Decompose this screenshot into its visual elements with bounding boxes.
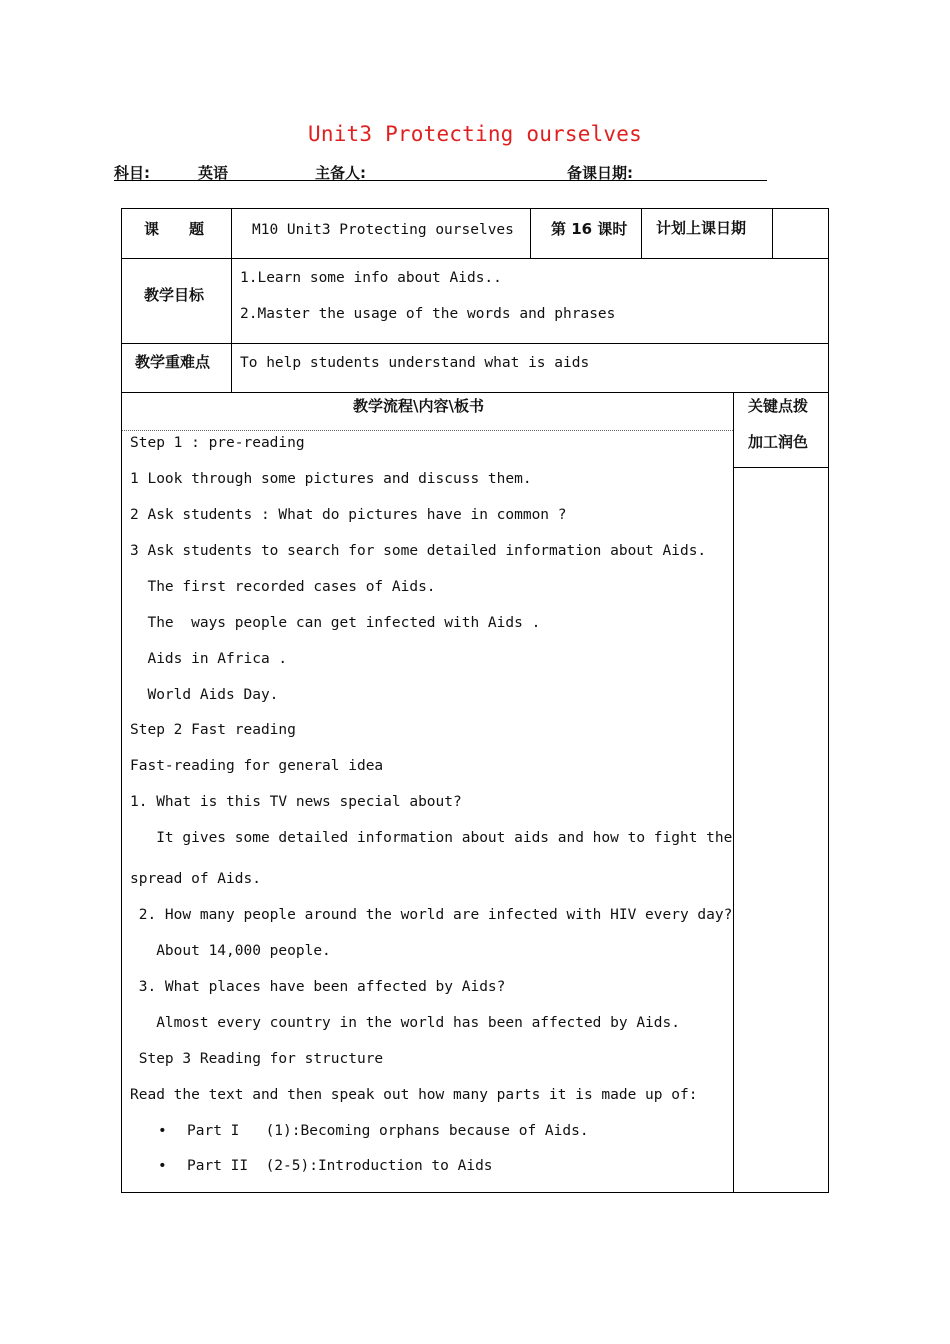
process-line: 2 Ask students : What do pictures have in common ?: [130, 507, 567, 523]
process-line: 3. What places have been affected by Aids?: [130, 979, 506, 995]
process-line: 2. How many people around the world are infected with HIV every day?: [130, 907, 733, 923]
process-line: Almost every country in the world has been affected by Aids.: [130, 1015, 680, 1031]
subject-label: 科目:: [114, 164, 150, 182]
bullet-item: Part I (1):Becoming orphans because of Aids.: [187, 1123, 589, 1139]
page-title: Unit3 Protecting ourselves: [308, 122, 642, 146]
process-line: Step 3 Reading for structure: [130, 1051, 384, 1067]
process-line: Step 1 : pre-reading: [130, 435, 305, 451]
objectives-label: 教学目标: [144, 286, 205, 304]
meta-underline: [114, 180, 767, 181]
plan-date-label: 计划上课日期: [656, 219, 747, 237]
topic-label: 课 题: [144, 220, 205, 238]
process-line: The first recorded cases of Aids.: [130, 579, 436, 595]
process-header: 教学流程\内容\板书: [353, 397, 484, 415]
process-line: Fast-reading for general idea: [130, 758, 384, 774]
process-line: 1 Look through some pictures and discuss them.: [130, 471, 532, 487]
key-points-label: 教学重难点: [135, 353, 211, 371]
bullet-icon: •: [158, 1123, 167, 1139]
process-line: 1. What is this TV news special about?: [130, 794, 462, 810]
process-line: About 14,000 people.: [130, 943, 331, 959]
process-line: 3 Ask students to search for some detailed information about Aids.: [130, 543, 707, 559]
side-header-key: 关键点拨: [748, 397, 809, 415]
objective-item: 2.Master the usage of the words and phrases: [240, 306, 616, 322]
bullet-item: Part II (2-5):Introduction to Aids: [187, 1158, 493, 1174]
process-line: Aids in Africa .: [130, 651, 288, 667]
bullet-icon: •: [158, 1158, 167, 1174]
process-line: spread of Aids.: [130, 871, 261, 887]
topic-value: M10 Unit3 Protecting ourselves: [252, 222, 514, 238]
process-line: Step 2 Fast reading: [130, 722, 296, 738]
process-line: Read the text and then speak out how many parts it is made up of:: [130, 1087, 698, 1103]
objective-item: 1.Learn some info about Aids..: [240, 270, 502, 286]
side-header-polish: 加工润色: [748, 433, 809, 451]
period: 第 16 课时: [551, 220, 628, 238]
date-label: 备课日期:: [567, 164, 633, 182]
process-line: It gives some detailed information about aids and how to fight the: [130, 830, 733, 846]
subject-value: 英语: [198, 164, 229, 182]
process-line: The ways people can get infected with Aids .: [130, 615, 541, 631]
process-line: World Aids Day.: [130, 687, 279, 703]
key-points-value: To help students understand what is aids: [240, 355, 590, 371]
preparer-label: 主备人:: [315, 164, 366, 182]
